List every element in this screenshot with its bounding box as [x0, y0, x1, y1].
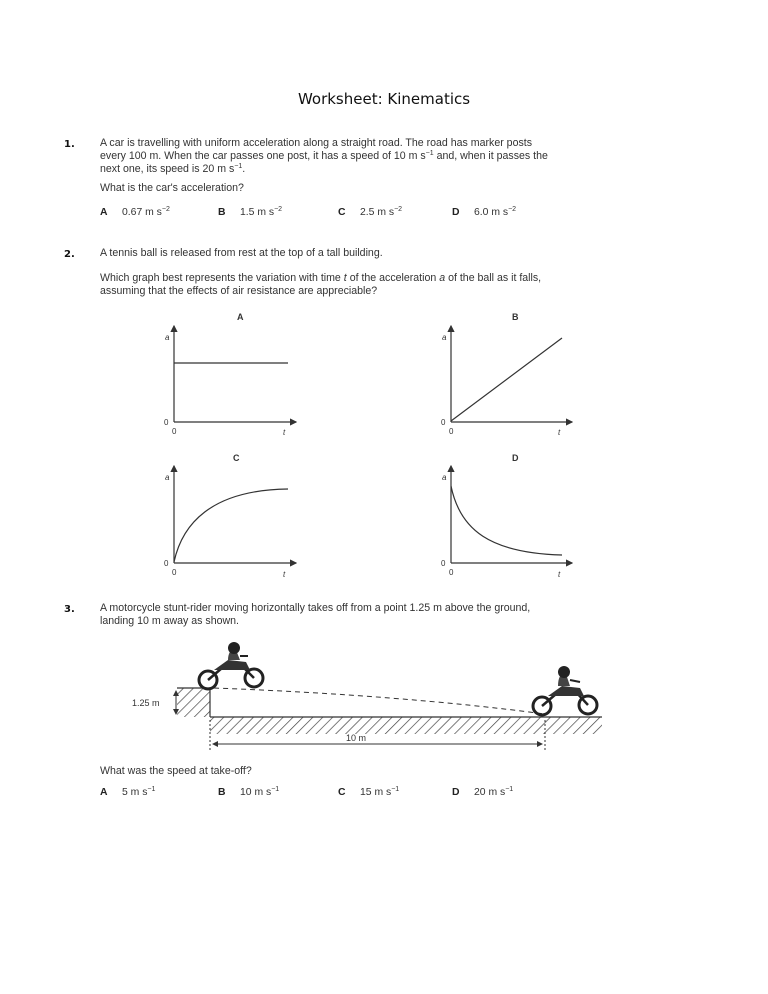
- graph-a-origin-x: 0: [172, 427, 177, 436]
- q1-option-d[interactable]: D 6.0 m $s^{-2}$: [452, 206, 517, 218]
- height-dimension: [132, 691, 176, 714]
- question-2-number: 2.: [64, 249, 75, 260]
- ground: [177, 688, 602, 734]
- graph-c-y-label: a: [165, 473, 170, 482]
- graph-d-y-label: a: [442, 473, 447, 482]
- q3-line-2: landing 10 m away as shown.: [100, 615, 239, 627]
- motorcycle-takeoff-icon: [199, 642, 263, 689]
- graph-b-origin-x: 0: [449, 427, 454, 436]
- q3-option-a[interactable]: A 5 m $s^{-1}$: [100, 786, 156, 798]
- q1-option-c[interactable]: C 2.5 m $s^{-2}$: [338, 206, 403, 218]
- graph-d-origin-y: 0: [441, 559, 446, 568]
- graph-d-origin-x: 0: [449, 568, 454, 577]
- question-3-number: 3.: [64, 604, 75, 615]
- graph-c-label: C: [233, 453, 240, 463]
- graph-b-label: B: [512, 312, 519, 322]
- motorcycle-landing-icon: [533, 666, 597, 715]
- q3-option-d[interactable]: D 20 m $s^{-1}$: [452, 786, 514, 798]
- graph-a-x-label: t: [283, 428, 286, 437]
- q3-option-c[interactable]: C 15 m $s^{-1}$: [338, 786, 400, 798]
- question-1-prompt: What is the car's acceleration?: [100, 182, 244, 194]
- q1-option-a[interactable]: A 0.67 m $s^{-2}$: [100, 206, 170, 218]
- trajectory: [214, 688, 545, 714]
- graph-d-x-label: t: [558, 570, 561, 579]
- q1-line-3: next one, its speed is 20 m $s^{-1}$.: [100, 163, 246, 175]
- graph-b-origin-y: 0: [441, 418, 446, 427]
- graph-c-x-label: t: [283, 570, 286, 579]
- q1-option-b[interactable]: B 1.5 m $s^{-2}$: [218, 206, 283, 218]
- q2-line-3: assuming that the effects of air resistance are appreciable?: [100, 285, 378, 297]
- q3-option-b[interactable]: B 10 m $s^{-1}$: [218, 786, 280, 798]
- graph-b-y-label: a: [442, 333, 447, 342]
- graph-c-origin-y: 0: [164, 559, 169, 568]
- worksheet-title: Worksheet: Kinematics: [297, 90, 471, 108]
- question-3-prompt: What was the speed at take-off?: [100, 765, 252, 777]
- graph-a-label: A: [237, 312, 244, 322]
- q3-line-1: A motorcycle stunt-rider moving horizontally takes off from a point 1.25 m above the ground,: [100, 602, 531, 614]
- graph-c-origin-x: 0: [172, 568, 177, 577]
- q1-line-2: every 100 m. When the car passes one post, it has a speed of 10 m $s^{-1}$ and, when it passes the: [100, 150, 548, 162]
- q1-line-1: A car is travelling with uniform acceleration along a straight road. The road has marker posts: [100, 137, 533, 149]
- question-2-intro: A tennis ball is released from rest at the top of a tall building.: [100, 247, 383, 259]
- graph-a-y-label: a: [165, 333, 170, 342]
- distance-label: 10 m: [346, 733, 367, 743]
- graph-a-origin-y: 0: [164, 418, 169, 427]
- q2-line-2: Which graph best represents the variation with time t of the acceleration a of the ball as it falls,: [100, 272, 542, 284]
- height-label: 1.25 m: [132, 698, 160, 708]
- question-1-number: 1.: [64, 139, 75, 150]
- graph-b-x-label: t: [558, 428, 561, 437]
- graph-d-label: D: [512, 453, 519, 463]
